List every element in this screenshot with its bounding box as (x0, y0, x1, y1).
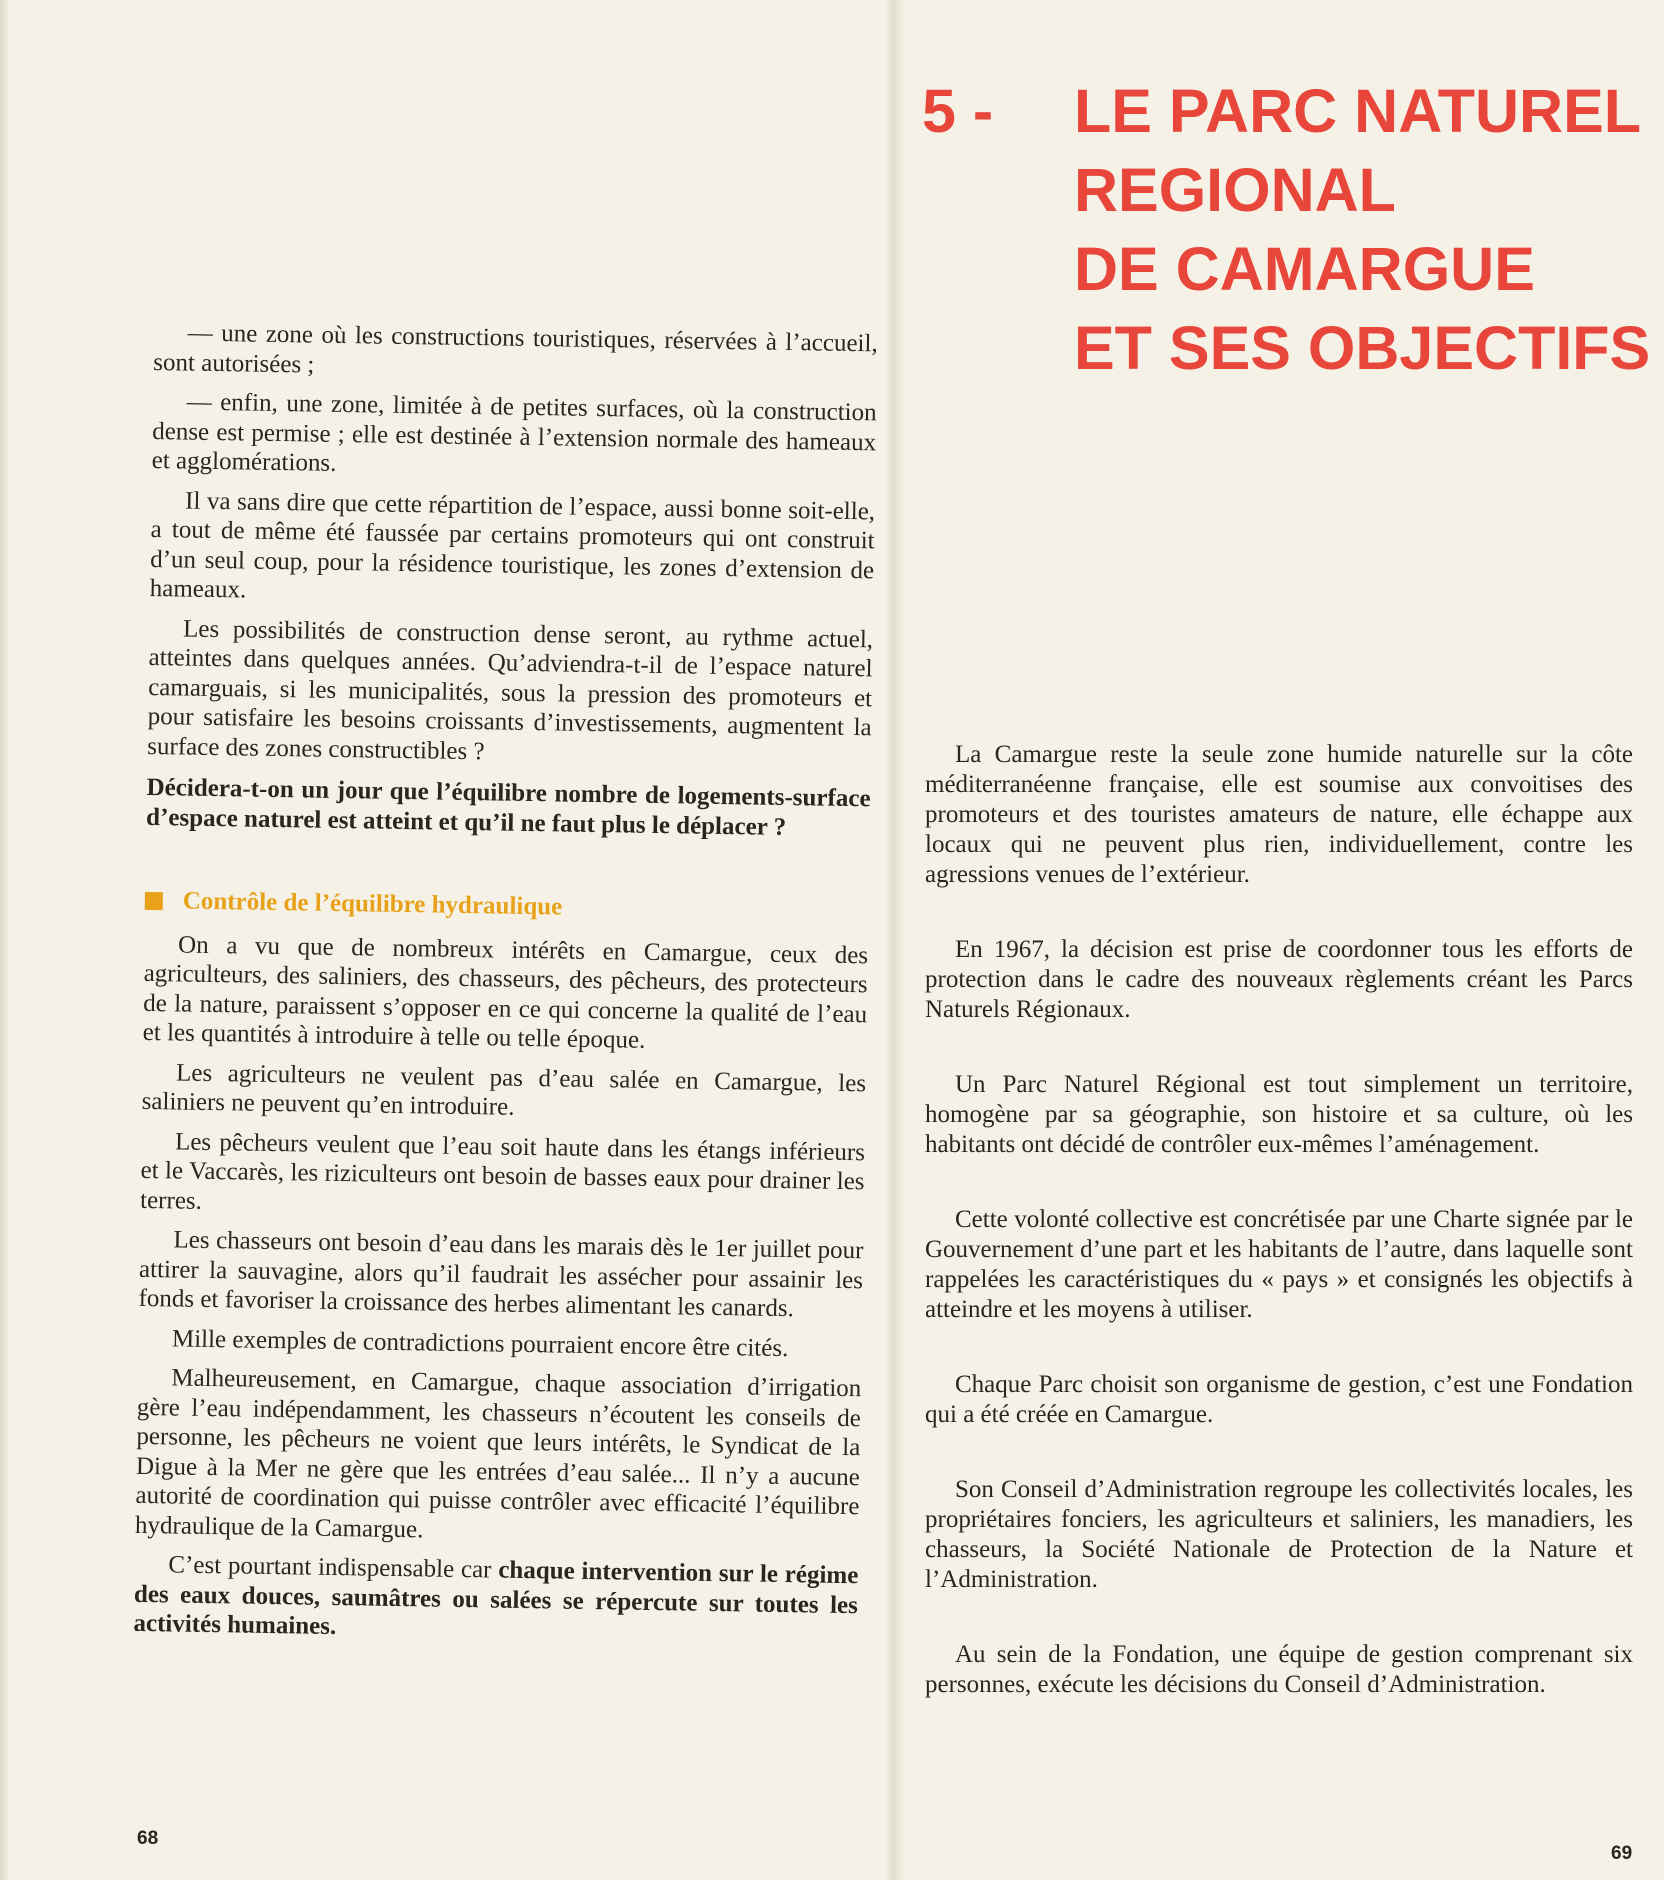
paragraph: Un Parc Naturel Régional est tout simplement un territoire, homogène par sa géographie, son histoire et sa culture, où les habitants ont décidé de contrôler eux-mêmes l’aménagement. (925, 1071, 1633, 1158)
final-paragraph-bold: chaque intervention sur le régime des eaux douces, saumâtres ou salées se répercute sur toutes les activités humaines. (133, 1556, 859, 1641)
section-heading-text: Contrôle de l’équilibre hydraulique (182, 887, 563, 921)
final-paragraph-start: C’est pourtant indispensable car (168, 1551, 499, 1584)
page-number-left: 68 (137, 1828, 159, 1849)
paragraph: En 1967, la décision est prise de coordonner tous les efforts de protection dans le cadre des nouveaux règlements créant les Parcs Naturels Régionaux. (925, 936, 1633, 1023)
title-line: REGIONAL (1074, 156, 1396, 224)
paragraph: — une zone où les constructions touristiques, réservées à l’accueil, sont autorisées ; (153, 319, 878, 379)
title-line: DE CAMARGUE (1074, 235, 1535, 303)
paragraph: La Camargue reste la seule zone humide naturelle sur la côte méditerranéenne française, elle est soumise aux convoitises des promoteurs et des touristes amateurs de nature, elle échappe aux locaux qui ne peuvent plus rien, individuellement, contre les agressions venues de l’extérieur. (925, 741, 1633, 888)
paragraph: Son Conseil d’Administration regroupe les collectivités locales, les propriétaires fonciers, les agriculteurs et saliniers, les manadiers, les chasseurs, la Société Nationale de Protection de la Nature et l’Administration. (925, 1476, 1633, 1593)
right-text-column (925, 740, 1633, 1745)
bold-question: Décidera-t-on un jour que l’équilibre nombre de logements-surface d’espace naturel est atteint et qu’il ne faut plus le déplacer ? (145, 773, 871, 841)
paragraph: Les pêcheurs veulent que l’eau soit haute dans les étangs inférieurs et le Vaccarès, les riziculteurs ont besoin de basses eaux pour drainer les terres. (139, 1127, 866, 1215)
paragraph: On a vu que de nombreux intérêts en Camargue, ceux des agriculteurs, des saliniers, des chasseurs, des pêcheurs, des protecteurs de la nature, paraissent s’opposer en ce qui concerne la qualité de l’eau et les quantités à introduire à telle ou telle époque. (142, 930, 869, 1054)
section-heading (145, 886, 869, 927)
paragraph: Au sein de la Fondation, une équipe de gestion comprenant six personnes, exécute les décisions du Conseil d’Administration. (925, 1641, 1633, 1698)
title-line: LE PARC NATUREL (1074, 77, 1642, 145)
paragraph: Les possibilités de construction dense seront, au rythme actuel, atteintes dans quelques années. Qu’adviendra-t-il de l’espace naturel camarguais, si les municipalités, sous la pression des promoteurs et pour satisfaire les besoins croissants d’investissements, augmentent la surface des zones constructibles ? (147, 614, 874, 765)
chapter-title (922, 72, 1650, 388)
paragraph: Malheureusement, en Camargue, chaque association d’irrigation gère l’eau indépendamment, les chasseurs n’écoutent les conseils de personne, les pêcheurs ne voient que leurs intérêts, le Syndicat de la Digue à la Mer ne gère que les entrées d’eau salée... Il n’y a aucune autorité de coordination qui puisse contrôler avec efficacité l’équilibre hydraulique de la Camargue. (134, 1364, 862, 1543)
paragraph: — enfin, une zone, limitée à de petites surfaces, où la construction dense est permise ; elle est destinée à l’extension normale des hameaux et agglomérations. (151, 388, 877, 477)
paragraph: Les agriculteurs ne veulent pas d’eau salée en Camargue, les saliniers ne peuvent qu’en introduire. (141, 1058, 867, 1121)
final-paragraph (133, 1550, 858, 1650)
orange-square-icon (145, 892, 163, 910)
paragraph: Les chasseurs ont besoin d’eau dans les marais dès le 1er juillet pour attirer la sauvagine, alors qu’il faudrait les assécher pour assainir les fonds et favoriser la croissance des herbes alimentant les canards. (138, 1226, 864, 1323)
paragraph: Il va sans dire que cette répartition de l’espace, aussi bonne soit-elle, a tout de même été faussée par certains promoteurs qui ont construit d’un seul coup, pour la résidence touristique, les zones d’extension de hameaux. (149, 487, 876, 604)
page-number-right: 69 (1611, 1843, 1633, 1864)
paragraph: Mille exemples de contradictions pourraient encore être cités. (171, 1324, 789, 1362)
paragraph: Chaque Parc choisit son organisme de gestion, c’est une Fondation qui a été créée en Camargue. (925, 1371, 1633, 1428)
title-line: ET SES OBJECTIFS (1074, 314, 1651, 382)
chapter-number: 5 - (922, 77, 994, 145)
book-gutter (886, 0, 904, 1880)
page-edge (0, 0, 10, 1880)
left-text-column (133, 318, 878, 1660)
paragraph: Cette volonté collective est concrétisée par une Charte signée par le Gouvernement d’une part et les habitants de l’autre, dans laquelle sont rappelées les caractéristiques du « pays » et consignés les objectifs à atteindre et les moyens à utiliser. (925, 1206, 1633, 1323)
